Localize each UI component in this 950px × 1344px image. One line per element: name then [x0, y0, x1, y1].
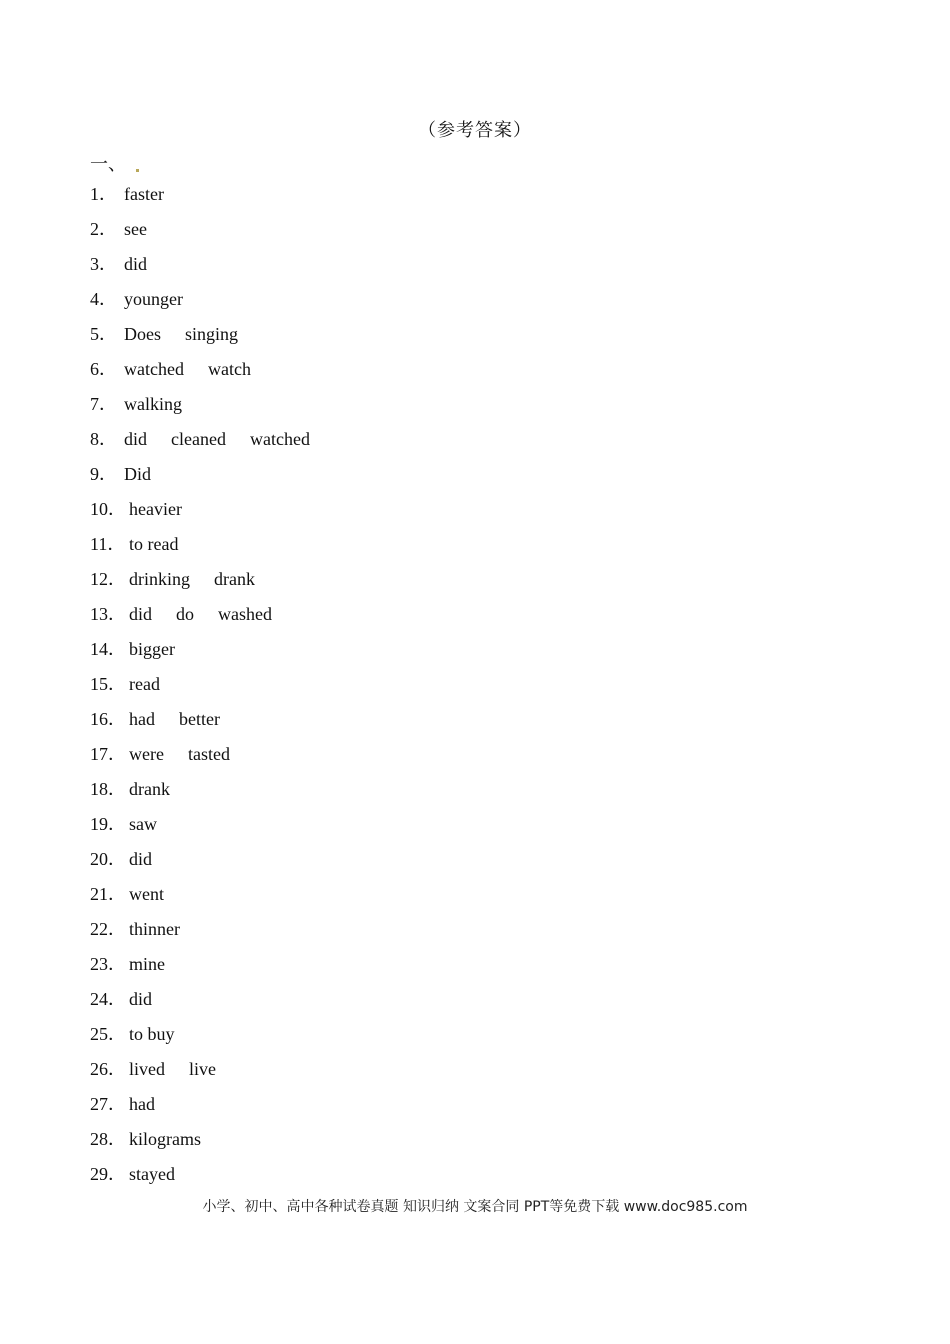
answer-row [90, 986, 334, 1021]
answer-row [90, 391, 334, 426]
answer-word: drinking [129, 569, 190, 589]
answer-row [90, 321, 334, 356]
answer-row [90, 181, 334, 216]
answer-number: 7． [90, 394, 117, 414]
answer-number: 4． [90, 289, 117, 309]
answer-number: 22． [90, 919, 126, 939]
answer-row [90, 776, 334, 811]
answer-row [90, 706, 334, 741]
answer-row [90, 531, 334, 566]
answer-word: drank [129, 779, 170, 799]
answer-number: 1． [90, 184, 117, 204]
answer-number: 13． [90, 604, 126, 624]
answer-number: 17． [90, 744, 126, 764]
answer-row [90, 1021, 334, 1056]
answer-number: 16． [90, 709, 126, 729]
answer-row [90, 601, 334, 636]
answer-number: 5． [90, 324, 117, 344]
answer-row [90, 1161, 334, 1196]
answer-number: 26． [90, 1059, 126, 1079]
answer-number: 19． [90, 814, 126, 834]
answer-word: kilograms [129, 1129, 201, 1149]
answer-word: drank [214, 569, 255, 589]
answer-number: 21． [90, 884, 126, 904]
answer-word: did [129, 989, 153, 1009]
answer-word: tasted [187, 744, 230, 764]
answer-row [90, 566, 334, 601]
answer-word: do [176, 604, 195, 624]
answer-word: see [124, 219, 147, 239]
answer-row [90, 216, 334, 251]
answer-number: 8． [90, 429, 117, 449]
answer-word: singing [185, 324, 239, 344]
answer-word: thinner [129, 919, 180, 939]
section-number: 一、 [90, 154, 126, 174]
answer-word: better [179, 709, 220, 729]
answer-row [90, 426, 334, 461]
answer-row [90, 916, 334, 951]
answer-number: 27． [90, 1094, 126, 1114]
answer-word: to read [129, 534, 179, 554]
answer-row [90, 881, 334, 916]
answer-number: 2． [90, 219, 117, 239]
answer-number: 15． [90, 674, 126, 694]
page-title: （参考答案） [418, 120, 532, 140]
answer-row [90, 846, 334, 881]
answer-row [90, 636, 334, 671]
footer-text: 小学、初中、高中各种试卷真题 知识归纳 文案合同 PPT等免费下载 www.doc985.com [202, 1199, 748, 1215]
answer-row [90, 1056, 334, 1091]
answer-number: 20． [90, 849, 126, 869]
section-heading [90, 150, 139, 176]
answer-word: cleaned [171, 429, 226, 449]
answer-word: watched [124, 359, 184, 379]
answer-row [90, 671, 334, 706]
answer-row [90, 251, 334, 286]
answer-number: 14． [90, 639, 126, 659]
answer-number: 29． [90, 1164, 126, 1184]
answer-number: 25． [90, 1024, 126, 1044]
answer-number: 3． [90, 254, 117, 274]
answer-row [90, 356, 334, 391]
answer-word: younger [124, 289, 183, 309]
answer-word: Does [124, 324, 161, 344]
answer-row [90, 741, 334, 776]
answer-number: 10． [90, 499, 126, 519]
answer-word: stayed [129, 1164, 175, 1184]
answer-word: saw [129, 814, 157, 834]
answer-word: live [189, 1059, 216, 1079]
answer-word: heavier [129, 499, 182, 519]
answer-row [90, 461, 334, 496]
answer-word: Did [124, 464, 151, 484]
answer-word: lived [129, 1059, 165, 1079]
answer-word: washed [218, 604, 272, 624]
answer-row [90, 286, 334, 321]
answer-row [90, 951, 334, 986]
answer-word: bigger [129, 639, 175, 659]
answer-word: had [129, 1094, 155, 1114]
answer-number: 12． [90, 569, 126, 589]
answer-row [90, 496, 334, 531]
answer-word: went [129, 884, 164, 904]
answer-word: to buy [129, 1024, 175, 1044]
answer-number: 23． [90, 954, 126, 974]
answer-word: watched [249, 429, 310, 449]
answer-number: 24． [90, 989, 126, 1009]
answer-number: 11． [90, 534, 126, 554]
answer-number: 9． [90, 464, 117, 484]
answer-word: walking [124, 394, 182, 414]
answer-number: 28． [90, 1129, 126, 1149]
answer-word: mine [129, 954, 165, 974]
answer-word: did [129, 849, 153, 869]
answer-row [90, 1091, 334, 1126]
answer-word: read [129, 674, 160, 694]
answer-word: had [129, 709, 155, 729]
answer-number: 6． [90, 359, 117, 379]
mark-dot [136, 169, 139, 172]
answer-number: 18． [90, 779, 126, 799]
answer-word: did [129, 604, 153, 624]
answer-row [90, 1126, 334, 1161]
answer-list [90, 181, 334, 1196]
answer-word: faster [124, 184, 164, 204]
answer-word: watch [207, 359, 251, 379]
answer-word: did [124, 429, 148, 449]
answer-word: were [129, 744, 164, 764]
answer-row [90, 811, 334, 846]
answer-word: did [124, 254, 148, 274]
